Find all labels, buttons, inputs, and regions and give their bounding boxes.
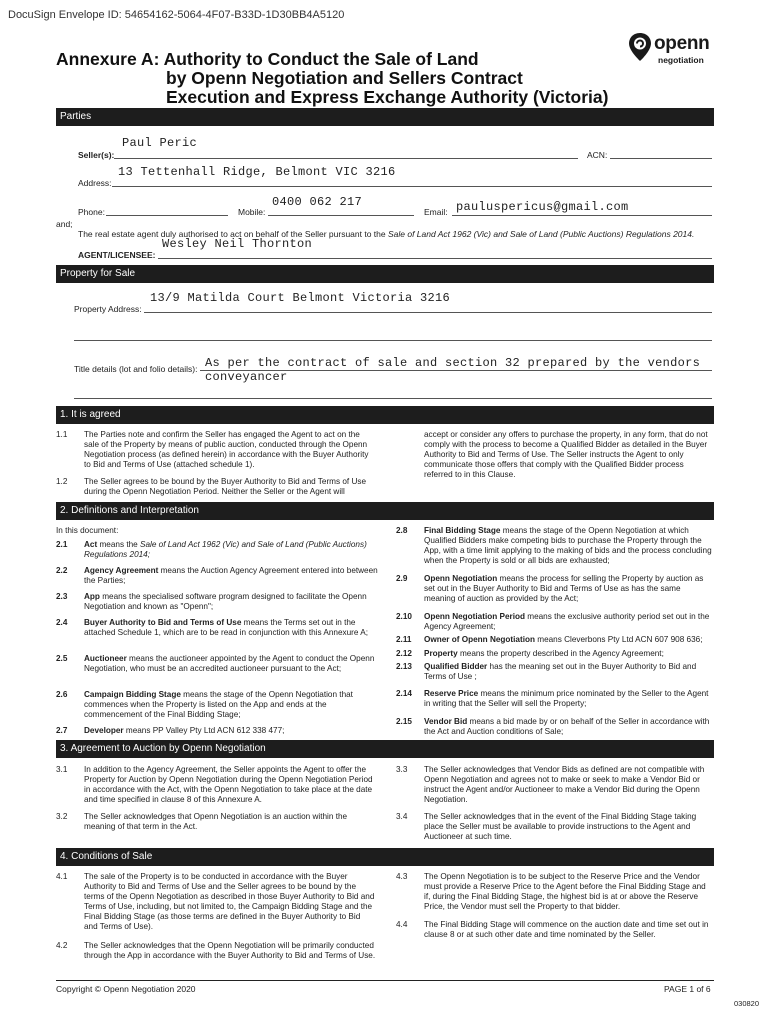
definition-number: 2.10	[396, 612, 412, 621]
definition-body: means Cleverbons Pty Ltd ACN 607 908 636;	[534, 635, 703, 644]
clause-number: 3.4	[396, 812, 408, 821]
email-value: pauluspericus@gmail.com	[456, 200, 629, 214]
definition-number: 2.7	[56, 726, 68, 735]
seller-value: Paul Peric	[122, 136, 198, 150]
phone-line[interactable]	[106, 215, 228, 216]
section-bar-parties: Parties	[56, 108, 714, 126]
agent-value: Wesley Neil Thornton	[162, 237, 313, 251]
definition-term: Openn Negotiation Period	[424, 612, 525, 621]
clause-text: The Seller agrees to be bound by the Buyer Authority to Bid and Terms of Use during the Openn Negotiation Period. Neither the Seller or the Agent will	[84, 477, 367, 496]
definition-term: Buyer Authority to Bid and Terms of Use	[84, 618, 242, 627]
footer-rule	[56, 980, 714, 981]
definition-text	[424, 717, 714, 737]
clause-number: 1.1	[56, 430, 68, 439]
clause-number: 3.2	[56, 812, 68, 821]
location-pin-icon	[628, 32, 652, 62]
definition-term: Reserve Price	[424, 689, 479, 698]
definition-text	[424, 649, 714, 659]
clause-number: 3.1	[56, 765, 68, 774]
definition-term: Auctioneer	[84, 654, 127, 663]
definition-term: Property	[424, 649, 458, 658]
clause-number: 1.2	[56, 477, 68, 486]
definition-term: App	[84, 592, 100, 601]
mobile-line[interactable]	[268, 215, 414, 216]
agent-description: The real estate agent duly authorised to act on behalf of the Seller pursuant to the Sale of Land Act 1962 (Vic) and Sale of Land (Public Auctions) Regulations 2014.	[78, 229, 695, 239]
section-bar-4: 4. Conditions of Sale	[56, 848, 714, 866]
definition-body: means the property described in the Agency Agreement;	[457, 649, 664, 658]
property-address-line-2[interactable]	[74, 340, 712, 341]
title-details-line-2[interactable]	[74, 398, 712, 399]
address-value: 13 Tettenhall Ridge, Belmont VIC 3216	[118, 165, 396, 179]
property-address-line-1[interactable]	[144, 312, 712, 313]
definition-number: 2.15	[396, 717, 412, 726]
openn-logo	[628, 32, 718, 68]
clause-text: The Parties note and confirm the Seller has engaged the Agent to act on the sale of the Property by means of public auction, conducted through the Openn Negotiation process (as defined herein) in accordance with the Buyer Authority to Bid and Terms of Use (attached schedule 1).	[84, 430, 369, 469]
definition-text	[84, 566, 380, 586]
section-bar-1: 1. It is agreed	[56, 406, 714, 424]
and-label: and;	[56, 219, 73, 229]
definition-number: 2.9	[396, 574, 408, 583]
property-address-label: Property Address:	[74, 304, 142, 314]
email-label: Email:	[424, 207, 448, 217]
definition-italic: Sale of Land Act 1962 (Vic) and Sale of Land (Public Auctions) Regulations 2014;	[84, 540, 367, 559]
clause-number: 4.2	[56, 941, 68, 950]
definitions-intro: In this document:	[56, 526, 119, 535]
definition-number: 2.5	[56, 654, 68, 663]
mobile-label: Mobile:	[238, 207, 266, 217]
title-line-2: by Openn Negotiation and Sellers Contract	[166, 68, 523, 88]
definition-term: Agency Agreement	[84, 566, 159, 575]
definition-number: 2.14	[396, 689, 412, 698]
definition-term: Vendor Bid	[424, 717, 468, 726]
seller-label: Seller(s):	[78, 150, 115, 160]
clause-number: 4.1	[56, 872, 68, 881]
definition-text	[84, 726, 380, 736]
definition-term: Act	[84, 540, 98, 549]
agent-label: AGENT/LICENSEE:	[78, 250, 156, 260]
definition-number: 2.1	[56, 540, 68, 549]
footer-copyright: Copyright © Openn Negotiation 2020	[56, 984, 196, 994]
clause-text: The Openn Negotiation is to be subject to the Reserve Price and the Vendor must provide a Reserve Price to the Agent before the Final Bidding Stage and if, during the Final Bidding Stage, the highest bid is at or above the Reserve Price, the Vendor must sell the Property to that bidder.	[424, 872, 706, 911]
logo-sub: negotiation	[658, 55, 704, 65]
section-bar-3: 3. Agreement to Auction by Openn Negotiation	[56, 740, 714, 758]
definition-body: means the Terms set out in the attached Schedule 1, which are to be read in conjunction with this Annexure A;	[84, 618, 369, 637]
clause-text: The Seller acknowledges that in the event of the Final Bidding Stage taking place the Seller must be available to provide instructions to the Agent and Auctioneer at such time.	[424, 812, 697, 841]
document-title	[56, 50, 608, 107]
definition-text	[424, 689, 714, 709]
email-line[interactable]	[452, 215, 712, 216]
clause-text: The Final Bidding Stage will commence on the auction date and time set out in clause 8 or at such other date and time nominated by the Seller.	[424, 920, 709, 939]
definition-body: means the	[97, 540, 140, 549]
definition-text	[424, 574, 714, 604]
definition-term: Final Bidding Stage	[424, 526, 501, 535]
definition-number: 2.8	[396, 526, 408, 535]
definition-body: means the exclusive authority period set out in the Agency Agreement;	[424, 612, 710, 631]
title-details-value-2: conveyancer	[205, 370, 288, 384]
title-line-3: Execution and Express Exchange Authority (Victoria)	[166, 87, 609, 107]
footer-page: PAGE 1 of 6	[664, 984, 711, 994]
definition-text	[84, 540, 380, 560]
definition-number: 2.6	[56, 690, 68, 699]
definition-text	[84, 690, 380, 720]
acn-line[interactable]	[610, 158, 712, 159]
definition-text	[84, 654, 380, 674]
definition-body: means the Auction Agency Agreement entered into between the Parties;	[84, 566, 378, 585]
definition-term: Campaign Bidding Stage	[84, 690, 181, 699]
clause-text: accept or consider any offers to purchase the property, in any form, that do not comply with the process to become a Qualified Bidder as detailed in the Buyer Authority to Bid and Terms of Use. The Seller instructs the Agent to only communicate those offers that comply with the Qualified Bidder process referred to in this Clause.	[424, 430, 708, 479]
definition-body: means the stage of the Openn Negotiation that commences when the Property is listed on the App and ends at the commencement of the Final Bidding Stage;	[84, 690, 353, 719]
definition-text	[424, 612, 714, 632]
definition-text	[84, 592, 380, 612]
definition-term: Qualified Bidder	[424, 662, 488, 671]
clause-text: The Seller acknowledges that Openn Negotiation is an auction within the meaning of that term in the Act.	[84, 812, 348, 831]
address-line[interactable]	[112, 186, 712, 187]
definition-text	[424, 662, 714, 682]
mobile-value: 0400 062 217	[272, 195, 363, 209]
clause-number: 4.3	[396, 872, 408, 881]
definition-number: 2.2	[56, 566, 68, 575]
phone-label: Phone:	[78, 207, 105, 217]
envelope-id: DocuSign Envelope ID: 54654162-5064-4F07-B33D-1D30BB4A5120	[8, 9, 345, 21]
definition-term: Openn Negotiation	[424, 574, 498, 583]
clause-text: In addition to the Agency Agreement, the Seller appoints the Agent to offer the Property for Auction by Openn Negotiation during the Openn Negotiation Period in accordance with the Act, with the Openn Negotiation to take place at the date and time specified in clause 8 of this Annexure A.	[84, 765, 373, 804]
definition-text	[424, 526, 714, 566]
definition-text	[424, 635, 714, 645]
title-details-value-1: As per the contract of sale and section 32 prepared by the vendors	[205, 356, 701, 370]
definition-term: Developer	[84, 726, 124, 735]
definition-body: means the specialised software program designed to facilitate the Openn Negotiation and known as "Openn";	[84, 592, 367, 611]
definition-text	[84, 618, 380, 638]
clause-text: The sale of the Property is to be conducted in accordance with the Buyer Authority to Bid and Terms of Use and the Seller agrees to be bound by the terms of the Openn Negotiation as described in those Buyer Authority to Bid and Terms of Use, including, but not limited to, the Campaign Bidding Stage and the Final Bidding Stage (as those terms are defined in the Buyer Authority to Bid and Terms of Use).	[84, 872, 375, 931]
address-label: Address:	[78, 178, 112, 188]
definition-body: means a bid made by or on behalf of the Seller in accordance with the Act and Auction conditions of Sale;	[424, 717, 710, 736]
title-details-label: Title details (lot and folio details):	[74, 364, 198, 374]
definition-number: 2.13	[396, 662, 412, 671]
definition-number: 2.4	[56, 618, 68, 627]
clause-number: 3.3	[396, 765, 408, 774]
acn-label: ACN:	[587, 150, 608, 160]
definition-body: means the auctioneer appointed by the Agent to conduct the Openn Negotiation, who must be an accredited auctioneer pursuant to the Act;	[84, 654, 375, 673]
definition-number: 2.12	[396, 649, 412, 658]
definition-body: has the meaning set out in the Buyer Authority to Bid and Terms of Use ;	[424, 662, 697, 681]
footer-code: 030820	[734, 999, 760, 1008]
clause-text: The Seller acknowledges that Vendor Bids as defined are not compatible with Openn Negotiation and agrees not to make or seek to make a Vendor Bid or instruct the Agent and/or Auctioneer to make a Vendor Bid during the Openn Negotiation.	[424, 765, 705, 804]
definition-body: means the process for selling the Property by auction as set out in the Buyer Authority to Bid and Terms of Use as has the same meaning of auction as provided by the Act;	[424, 574, 704, 603]
definition-number: 2.3	[56, 592, 68, 601]
seller-line[interactable]	[114, 158, 578, 159]
clause-text: The Seller acknowledges that the Openn Negotiation will be primarily conducted through the App in accordance with the Buyer Authority to Bid and Terms of Use.	[84, 941, 376, 960]
section-bar-property: Property for Sale	[56, 265, 714, 283]
definition-term: Owner of Openn Negotiation	[424, 635, 535, 644]
definition-number: 2.11	[396, 635, 412, 644]
title-line-1: Annexure A: Authority to Conduct the Sale of Land	[56, 49, 479, 69]
property-address-value: 13/9 Matilda Court Belmont Victoria 3216	[150, 291, 451, 305]
definition-body: means PP Valley Pty Ltd ACN 612 338 477;	[123, 726, 285, 735]
clause-number: 4.4	[396, 920, 408, 929]
definition-body: means the stage of the Openn Negotiation at which Qualified Bidders make competing bids to purchase the Property through the App, with a time limit applying to the making of bids and the process concluding when the Property is sold or all bids are exhausted;	[424, 526, 712, 565]
section-bar-2: 2. Definitions and Interpretation	[56, 502, 714, 520]
logo-brand: openn	[654, 33, 710, 54]
agent-line[interactable]	[158, 258, 712, 259]
definition-body: means the minimum price nominated by the Seller to the Agent in writing that the Seller will sell the Property;	[424, 689, 709, 708]
